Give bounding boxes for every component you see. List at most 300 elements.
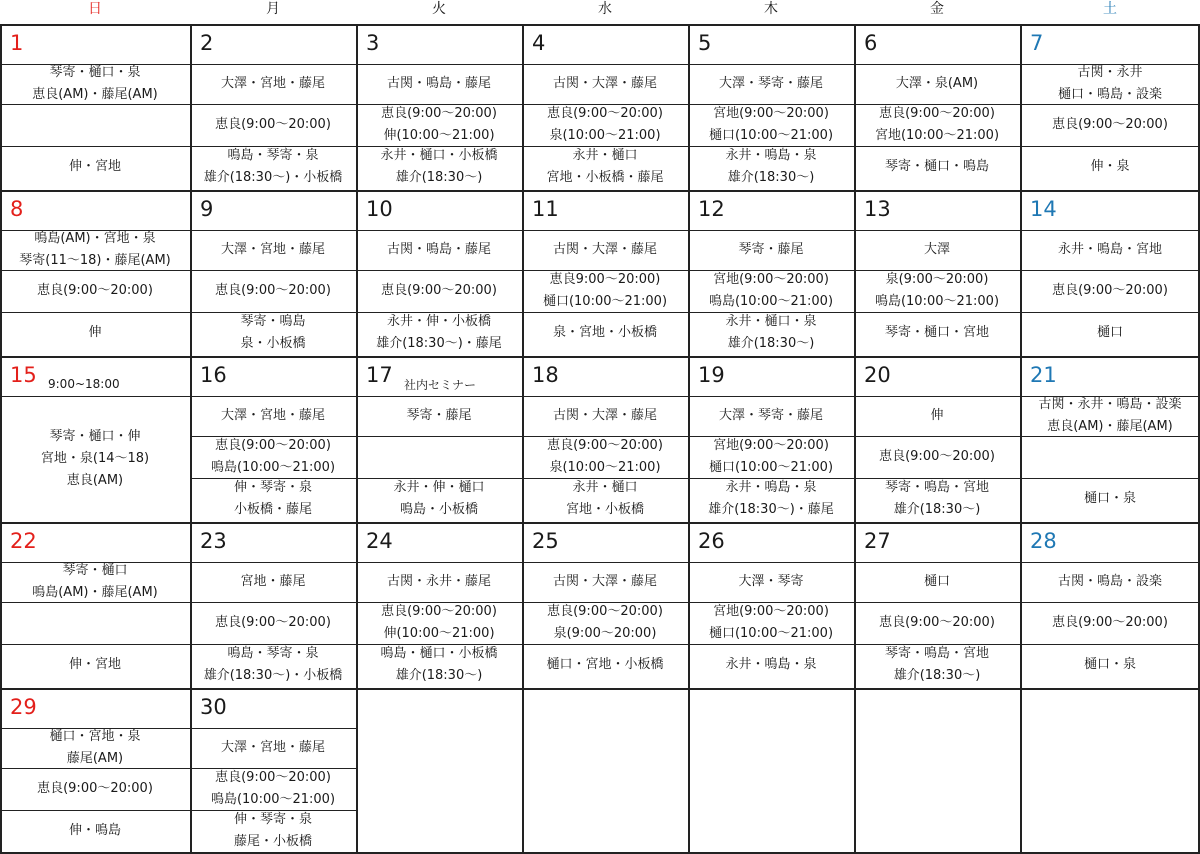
- day-number: 12: [698, 197, 725, 221]
- day-cell[interactable]: [854, 24, 1020, 190]
- staff-line: 鳴島(10:00〜21:00): [210, 460, 336, 475]
- day-number: 22: [10, 529, 37, 553]
- staff-line: 樋口(10:00〜21:00): [708, 128, 834, 143]
- staff-line: 伸・泉: [1090, 159, 1130, 174]
- staff-line: 宮地(9:00〜20:00): [713, 604, 829, 619]
- day-cell[interactable]: [854, 356, 1020, 522]
- shift-slot: [522, 562, 688, 602]
- staff-line: 古関・大澤・藤尾: [552, 76, 657, 91]
- staff-line: 琴寄・樋口・宮地: [884, 325, 989, 340]
- grid-line: [356, 644, 522, 645]
- staff-line: 樋口・宮地・小板橋: [546, 657, 664, 672]
- day-cell[interactable]: [190, 688, 356, 854]
- staff-line: 琴寄・鳴島: [240, 314, 306, 329]
- staff-line: 恵良(9:00〜20:00): [879, 449, 995, 464]
- grid-line: [190, 562, 356, 563]
- shift-slot: [854, 478, 1020, 520]
- day-cell[interactable]: [688, 190, 854, 356]
- staff-line: 永井・樋口・泉: [725, 314, 817, 329]
- day-number: 16: [200, 363, 227, 387]
- staff-line: 藤尾(AM): [66, 751, 124, 766]
- shift-slot: [190, 230, 356, 270]
- staff-line: 大澤・宮地・藤尾: [220, 76, 325, 91]
- shift-slot: [522, 270, 688, 312]
- shift-slot: [1020, 64, 1200, 104]
- grid-line: [190, 810, 356, 811]
- shift-slot: [854, 230, 1020, 270]
- staff-line: 雄介(18:30〜): [893, 502, 981, 517]
- grid-line: [688, 436, 854, 437]
- grid-line: [688, 478, 854, 479]
- shift-slot: [0, 270, 190, 312]
- staff-line: 恵良(9:00〜20:00): [37, 781, 153, 796]
- staff-line: 伸・琴寄・泉: [233, 812, 312, 827]
- staff-line: 古関・鳴島・設楽: [1057, 574, 1162, 589]
- staff-line: 鳴島(10:00〜21:00): [874, 294, 1000, 309]
- day-cell[interactable]: [356, 522, 522, 688]
- staff-line: 恵良(9:00〜20:00): [381, 106, 497, 121]
- staff-line: 雄介(18:30〜): [727, 336, 815, 351]
- grid-line: [522, 64, 688, 65]
- staff-line: 恵良(AM): [66, 473, 124, 488]
- day-cell[interactable]: [356, 190, 522, 356]
- shift-slot: [522, 312, 688, 354]
- staff-line: 恵良(9:00〜20:00): [215, 117, 331, 132]
- grid-line: [522, 644, 688, 645]
- shift-slot: [688, 602, 854, 644]
- grid-line: [356, 478, 522, 479]
- staff-line: 樋口・泉: [1083, 657, 1136, 672]
- staff-line: 藤尾・小板橋: [233, 834, 312, 849]
- shift-slot: [854, 312, 1020, 354]
- grid-line: [1020, 24, 1022, 854]
- grid-line: [0, 146, 190, 147]
- staff-line: 恵良(9:00〜20:00): [37, 283, 153, 298]
- staff-line: 雄介(18:30〜)・小板橋: [203, 668, 343, 683]
- day-cell[interactable]: [1020, 24, 1200, 190]
- shift-slot: [356, 312, 522, 354]
- grid-line: [522, 562, 688, 563]
- shift-slot: [688, 270, 854, 312]
- day-cell[interactable]: [0, 688, 190, 854]
- shift-slot: [854, 396, 1020, 436]
- staff-line: 古関・永井・鳴島・設楽: [1038, 397, 1182, 412]
- staff-line: 鳴島・琴寄・泉: [227, 148, 319, 163]
- shift-slot: [190, 64, 356, 104]
- grid-line: [688, 24, 690, 854]
- staff-line: 泉(9:00〜20:00): [553, 626, 657, 641]
- grid-line: [190, 602, 356, 603]
- staff-line: 雄介(18:30〜): [395, 170, 483, 185]
- grid-line: [1020, 270, 1200, 271]
- staff-line: 宮地(9:00〜20:00): [713, 438, 829, 453]
- weekday-header: 日: [88, 1, 102, 17]
- staff-line: 雄介(18:30〜)・藤尾: [708, 502, 834, 517]
- grid-line: [1020, 312, 1200, 313]
- shift-slot: [688, 312, 854, 354]
- day-number: 29: [10, 695, 37, 719]
- grid-line: [688, 64, 854, 65]
- staff-line: 鳴島・小板橋: [399, 502, 478, 517]
- day-number: 5: [698, 31, 712, 55]
- day-number: 17: [366, 363, 393, 387]
- shift-slot: [522, 64, 688, 104]
- day-number: 4: [532, 31, 546, 55]
- staff-line: 伸・鳴島: [68, 823, 121, 838]
- day-number: 30: [200, 695, 227, 719]
- staff-line: 雄介(18:30〜): [395, 668, 483, 683]
- shift-slot: [688, 104, 854, 146]
- shift-slot: [522, 104, 688, 146]
- staff-line: 宮地・藤尾: [240, 574, 306, 589]
- shift-slot: [688, 230, 854, 270]
- day-number: 13: [864, 197, 891, 221]
- staff-line: 大澤・琴寄・藤尾: [718, 76, 823, 91]
- day-number: 24: [366, 529, 393, 553]
- grid-line: [0, 396, 190, 397]
- shift-slot: [688, 644, 854, 686]
- staff-line: 大澤・宮地・藤尾: [220, 740, 325, 755]
- shift-slot: [522, 478, 688, 520]
- day-note: 社内セミナー: [404, 378, 477, 392]
- shift-slot: [190, 644, 356, 686]
- staff-line: 恵良(9:00〜20:00): [381, 283, 497, 298]
- shift-slot: [688, 146, 854, 188]
- grid-line: [1020, 396, 1200, 397]
- shift-slot: [854, 436, 1020, 478]
- staff-line: 恵良(9:00〜20:00): [1052, 283, 1168, 298]
- grid-line: [190, 312, 356, 313]
- day-number: 11: [532, 197, 559, 221]
- shift-slot: [190, 270, 356, 312]
- staff-line: 鳴島(AM)・宮地・泉: [34, 231, 156, 246]
- shift-slot: [190, 312, 356, 354]
- staff-line: 恵良(AM)・藤尾(AM): [32, 87, 158, 102]
- grid-line: [356, 602, 522, 603]
- grid-line: [854, 146, 1020, 147]
- shift-slot: [356, 104, 522, 146]
- staff-line: 鳴島(10:00〜21:00): [708, 294, 834, 309]
- grid-line: [356, 64, 522, 65]
- staff-line: 琴寄・鳴島・宮地: [884, 646, 989, 661]
- staff-line: 宮地(9:00〜20:00): [713, 106, 829, 121]
- day-number: 25: [532, 529, 559, 553]
- staff-line: 泉(10:00〜21:00): [549, 460, 661, 475]
- grid-line: [0, 768, 190, 769]
- day-cell[interactable]: [190, 190, 356, 356]
- shift-slot: [854, 270, 1020, 312]
- shift-slot: [0, 146, 190, 188]
- grid-line: [0, 64, 190, 65]
- day-number: 26: [698, 529, 725, 553]
- grid-line: [522, 602, 688, 603]
- day-number: 20: [864, 363, 891, 387]
- shift-slot: [356, 562, 522, 602]
- day-cell[interactable]: [688, 522, 854, 688]
- staff-line: 恵良(9:00〜20:00): [381, 604, 497, 619]
- grid-line: [190, 64, 356, 65]
- staff-line: 樋口(10:00〜21:00): [708, 626, 834, 641]
- day-cell[interactable]: [0, 190, 190, 356]
- staff-line: 伸・宮地: [68, 159, 121, 174]
- staff-line: 恵良(9:00〜20:00): [547, 438, 663, 453]
- staff-line: 古関・永井・藤尾: [386, 574, 491, 589]
- grid-line: [356, 230, 522, 231]
- staff-line: 永井・鳴島・泉: [725, 657, 817, 672]
- staff-line: 大澤・宮地・藤尾: [220, 242, 325, 257]
- day-cell[interactable]: [356, 24, 522, 190]
- shift-slot: [522, 644, 688, 686]
- shift-slot: [190, 436, 356, 478]
- staff-line: 恵良(9:00〜20:00): [547, 106, 663, 121]
- grid-line: [688, 270, 854, 271]
- grid-line: [522, 104, 688, 105]
- grid-line: [190, 24, 192, 854]
- staff-line: 宮地・小板橋: [565, 502, 644, 517]
- grid-line: [190, 436, 356, 437]
- staff-line: 鳴島・樋口・小板橋: [380, 646, 498, 661]
- day-cell[interactable]: [1020, 190, 1200, 356]
- staff-line: 伸・宮地: [68, 657, 121, 672]
- grid-line: [522, 270, 688, 271]
- day-number: 18: [532, 363, 559, 387]
- shift-slot: [0, 728, 190, 768]
- staff-line: 泉(9:00〜20:00): [885, 272, 989, 287]
- day-number: 15: [10, 363, 37, 387]
- shift-slot: [190, 146, 356, 188]
- grid-line: [0, 104, 190, 105]
- shift-slot: [1020, 562, 1200, 602]
- day-cell[interactable]: [0, 522, 190, 688]
- shift-slot: [356, 146, 522, 188]
- day-cell[interactable]: [190, 356, 356, 522]
- staff-line: 鳴島(AM)・藤尾(AM): [32, 585, 158, 600]
- shift-slot: [1020, 644, 1200, 686]
- grid-line: [190, 644, 356, 645]
- grid-line: [522, 396, 688, 397]
- grid-line: [190, 146, 356, 147]
- day-cell[interactable]: [522, 522, 688, 688]
- staff-line: 宮地(10:00〜21:00): [874, 128, 1000, 143]
- grid-line: [190, 478, 356, 479]
- day-cell[interactable]: [854, 190, 1020, 356]
- shift-slot: [854, 602, 1020, 644]
- shift-slot: [190, 810, 356, 852]
- shift-slot: [0, 602, 190, 644]
- shift-slot: [522, 146, 688, 188]
- staff-line: 雄介(18:30〜): [727, 170, 815, 185]
- grid-line: [522, 230, 688, 231]
- staff-line: 大澤・琴寄: [738, 574, 804, 589]
- day-cell[interactable]: [688, 356, 854, 522]
- grid-line: [522, 436, 688, 437]
- staff-line: 伸(10:00〜21:00): [383, 626, 495, 641]
- day-number: 23: [200, 529, 227, 553]
- weekday-header: 土: [1103, 1, 1117, 17]
- shift-slot: [190, 104, 356, 146]
- shift-slot: [0, 562, 190, 602]
- grid-line: [1020, 436, 1200, 437]
- weekday-header: 水: [598, 1, 612, 17]
- day-number: 1: [10, 31, 24, 55]
- staff-line: 恵良(9:00〜20:00): [215, 438, 331, 453]
- grid-line: [688, 562, 854, 563]
- grid-line: [854, 644, 1020, 645]
- grid-line: [688, 146, 854, 147]
- shift-slot: [190, 728, 356, 768]
- shift-slot: [356, 602, 522, 644]
- shift-slot: [0, 312, 190, 354]
- staff-line: 永井・樋口: [572, 480, 638, 495]
- grid-line: [0, 728, 190, 729]
- shift-slot: [688, 396, 854, 436]
- staff-line: 小板橋・藤尾: [233, 502, 312, 517]
- staff-line: 古関・鳴島・藤尾: [386, 242, 491, 257]
- grid-line: [0, 312, 190, 313]
- grid-line: [1020, 146, 1200, 147]
- shift-slot: [1020, 436, 1200, 478]
- grid-line: [356, 24, 358, 854]
- grid-line: [522, 478, 688, 479]
- grid-line: [854, 602, 1020, 603]
- staff-line: 恵良(9:00〜20:00): [215, 615, 331, 630]
- staff-line: 恵良(9:00〜20:00): [215, 770, 331, 785]
- day-cell[interactable]: [0, 356, 190, 522]
- day-number: 27: [864, 529, 891, 553]
- day-number: 7: [1030, 31, 1044, 55]
- day-cell[interactable]: [522, 356, 688, 522]
- day-cell[interactable]: [522, 190, 688, 356]
- day-number: 14: [1030, 197, 1057, 221]
- grid-line: [0, 644, 190, 645]
- staff-line: 伸・琴寄・泉: [233, 480, 312, 495]
- day-number: 2: [200, 31, 214, 55]
- day-cell[interactable]: [1020, 356, 1200, 522]
- staff-line: 永井・樋口・小板橋: [380, 148, 498, 163]
- staff-line: 雄介(18:30〜): [893, 668, 981, 683]
- grid-line: [356, 104, 522, 105]
- grid-line: [0, 24, 2, 854]
- staff-line: 雄介(18:30〜)・小板橋: [203, 170, 343, 185]
- grid-line: [356, 562, 522, 563]
- shift-slot: [0, 768, 190, 810]
- staff-line: 伸(10:00〜21:00): [383, 128, 495, 143]
- grid-line: [356, 436, 522, 437]
- shift-slot: [854, 64, 1020, 104]
- grid-line: [688, 312, 854, 313]
- weekday-header: 木: [764, 1, 778, 17]
- day-cell[interactable]: [190, 522, 356, 688]
- grid-line: [854, 230, 1020, 231]
- staff-line: 大澤・泉(AM): [895, 76, 979, 91]
- grid-line: [1020, 64, 1200, 65]
- staff-line: 琴寄・樋口・泉: [49, 65, 141, 80]
- grid-line: [356, 396, 522, 397]
- shift-slot: [854, 104, 1020, 146]
- day-number: 21: [1030, 363, 1057, 387]
- shift-slot: [0, 64, 190, 104]
- grid-line: [190, 270, 356, 271]
- staff-line: 泉(10:00〜21:00): [549, 128, 661, 143]
- day-cell[interactable]: [356, 356, 522, 522]
- day-cell[interactable]: [854, 522, 1020, 688]
- shift-slot: [1020, 146, 1200, 188]
- shift-slot: [190, 562, 356, 602]
- grid-line: [190, 104, 356, 105]
- grid-line: [854, 436, 1020, 437]
- staff-line: 古関・大澤・藤尾: [552, 242, 657, 257]
- shift-slot: [356, 64, 522, 104]
- grid-line: [854, 64, 1020, 65]
- grid-line: [688, 602, 854, 603]
- staff-line: 古関・大澤・藤尾: [552, 574, 657, 589]
- day-cell[interactable]: [190, 24, 356, 190]
- grid-line: [854, 396, 1020, 397]
- day-number: 9: [200, 197, 214, 221]
- shift-slot: [688, 562, 854, 602]
- day-cell[interactable]: [522, 24, 688, 190]
- staff-line: 泉・小板橋: [240, 336, 306, 351]
- staff-line: 琴寄・藤尾: [406, 408, 472, 423]
- staff-line: 樋口(10:00〜21:00): [542, 294, 668, 309]
- staff-line: 琴寄・樋口: [62, 563, 128, 578]
- staff-line: 大澤: [923, 242, 950, 257]
- staff-line: 永井・伸・樋口: [393, 480, 485, 495]
- day-number: 6: [864, 31, 878, 55]
- grid-line: [688, 230, 854, 231]
- shift-slot: [522, 602, 688, 644]
- day-number: 28: [1030, 529, 1057, 553]
- shift-slot: [854, 562, 1020, 602]
- staff-line: 雄介(18:30〜)・藤尾: [376, 336, 502, 351]
- staff-line: 樋口・泉: [1083, 491, 1136, 506]
- shift-slot: [1020, 270, 1200, 312]
- staff-line: 鳴島(10:00〜21:00): [210, 792, 336, 807]
- day-cell[interactable]: [688, 24, 854, 190]
- staff-line: 大澤・宮地・藤尾: [220, 408, 325, 423]
- grid-line: [854, 562, 1020, 563]
- staff-line: 琴寄・樋口・伸: [49, 429, 141, 444]
- day-number: 8: [10, 197, 24, 221]
- grid-line: [854, 270, 1020, 271]
- day-cell[interactable]: [1020, 522, 1200, 688]
- grid-line: [0, 270, 190, 271]
- day-cell[interactable]: [0, 24, 190, 190]
- staff-line: 恵良(9:00〜20:00): [547, 604, 663, 619]
- staff-line: 恵良9:00〜20:00): [549, 272, 661, 287]
- grid-line: [190, 768, 356, 769]
- shift-slot: [356, 270, 522, 312]
- shift-slot: [522, 436, 688, 478]
- grid-line: [190, 230, 356, 231]
- grid-line: [854, 478, 1020, 479]
- shift-slot: [0, 104, 190, 146]
- staff-line: 永井・樋口: [572, 148, 638, 163]
- staff-line: 樋口: [923, 574, 950, 589]
- shift-slot: [1020, 396, 1200, 436]
- grid-line: [1020, 230, 1200, 231]
- shift-slot: [356, 230, 522, 270]
- staff-line: 樋口: [1096, 325, 1123, 340]
- shift-slot: [356, 436, 522, 478]
- shift-slot: [1020, 312, 1200, 354]
- staff-line: 永井・鳴島・泉: [725, 148, 817, 163]
- day-number: 19: [698, 363, 725, 387]
- shift-slot: [522, 230, 688, 270]
- shift-slot: [1020, 230, 1200, 270]
- staff-line: 宮地・泉(14〜18): [40, 451, 150, 466]
- grid-line: [688, 104, 854, 105]
